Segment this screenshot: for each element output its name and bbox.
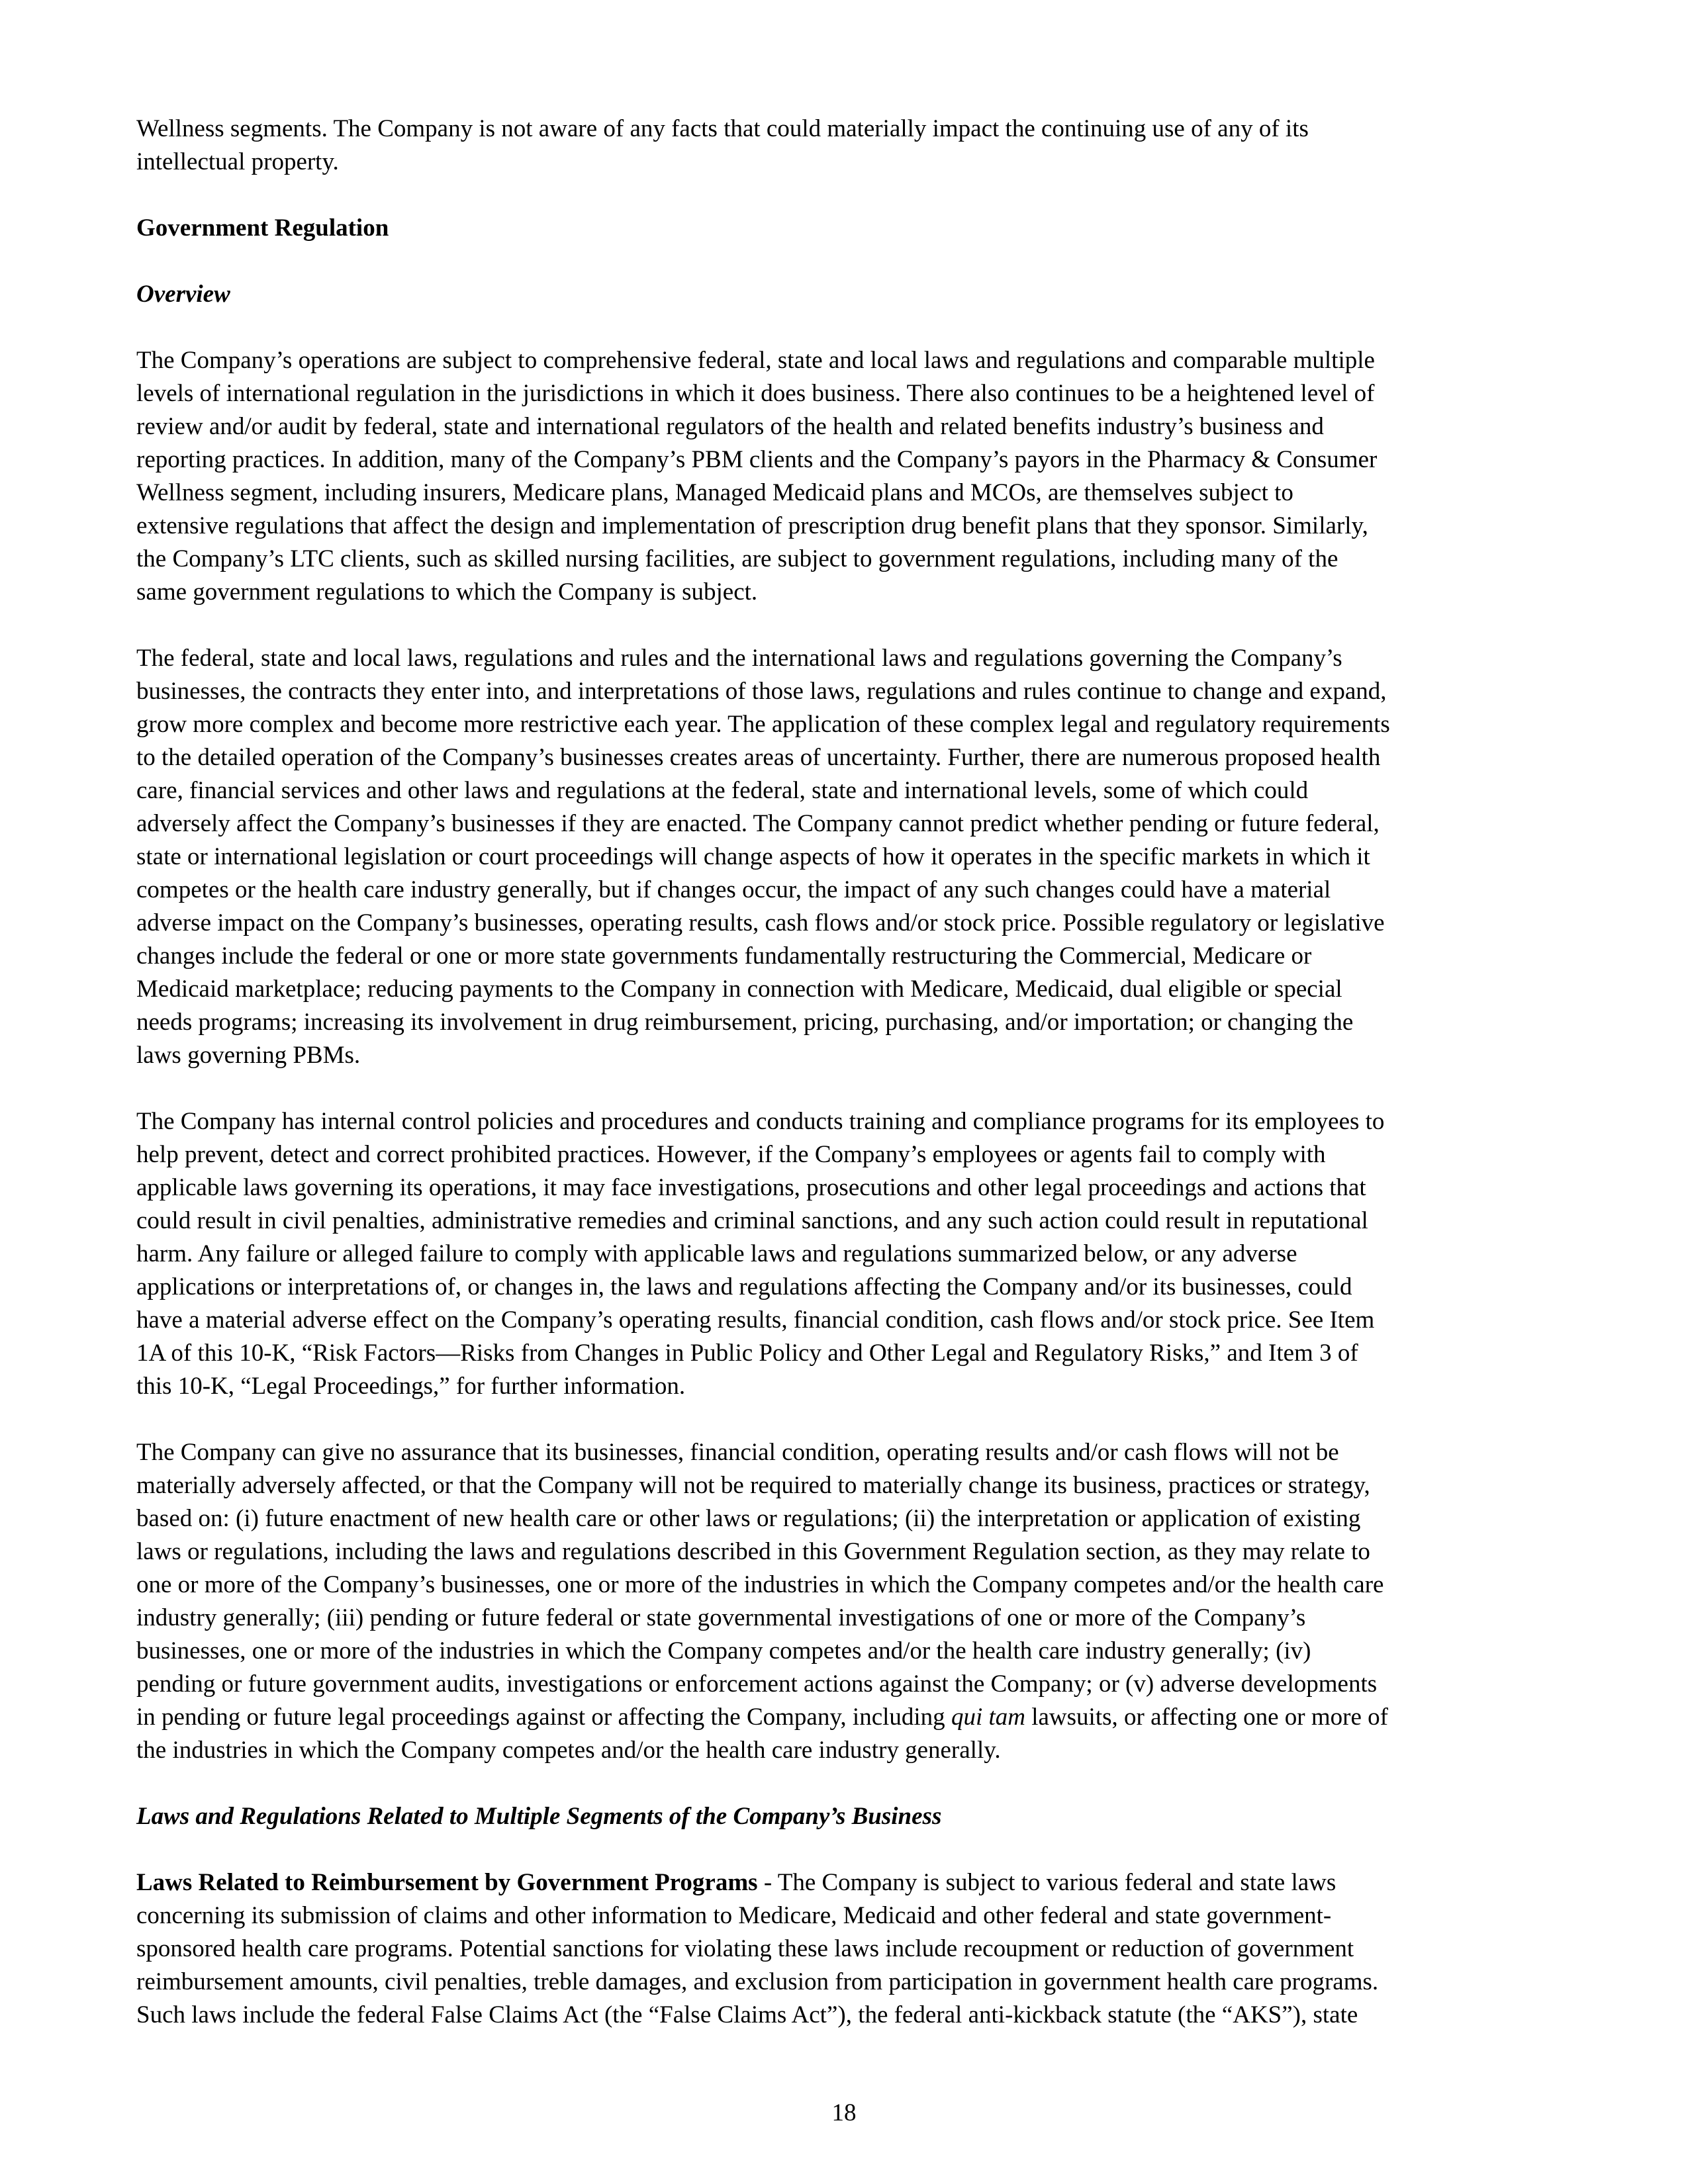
text-line: businesses, the contracts they enter into, and interpretations of those laws, regulations and rules continue to change and expand, (136, 678, 1387, 705)
text-line: needs programs; increasing its involvement in drug reimbursement, pricing, purchasing, and/or importation; or changing the (136, 1009, 1354, 1036)
text-line: laws or regulations, including the laws and regulations described in this Government Regulation section, as they may relate to (136, 1538, 1370, 1565)
text-line: Medicaid marketplace; reducing payments to the Company in connection with Medicare, Medicaid, dual eligible or special (136, 976, 1342, 1003)
text-line: businesses, one or more of the industries in which the Company competes and/or the health care industry generally; (iv) (136, 1637, 1311, 1664)
document-page (136, 113, 1553, 2065)
text-line: state or international legislation or court proceedings will change aspects of how it operates in the specific markets in which it (136, 843, 1370, 870)
text-line: applications or interpretations of, or changes in, the laws and regulations affecting the Company and/or its businesses, could (136, 1273, 1352, 1300)
paragraph-no-assurance (136, 1436, 1553, 1767)
text-line: based on: (i) future enactment of new health care or other laws or regulations; (ii) the interpretation or application of existing (136, 1505, 1361, 1532)
text-line: laws governing PBMs. (136, 1042, 361, 1069)
text-line: levels of international regulation in the jurisdictions in which it does business. There also continues to be a heightened level of (136, 380, 1375, 407)
text-line: grow more complex and become more restrictive each year. The application of these complex legal and regulatory requirements (136, 711, 1390, 738)
section-heading-government-regulation: Government Regulation (136, 214, 389, 242)
paragraph-internal-control-policies (136, 1105, 1553, 1403)
text-run: lawsuits, or affecting one or more of (1025, 1704, 1388, 1731)
text-line: intellectual property. (136, 148, 339, 175)
italic-term-qui-tam: qui tam (951, 1704, 1025, 1731)
text-line: extensive regulations that affect the design and implementation of prescription drug benefit plans that they sponsor. Similarly, (136, 512, 1368, 539)
subheading-overview: Overview (136, 281, 230, 308)
subheading-multiple-segments: Laws and Regulations Related to Multiple Segments of the Company’s Business (136, 1803, 942, 1830)
text-line: sponsored health care programs. Potential sanctions for violating these laws include recoupment or reduction of government (136, 1935, 1354, 1962)
text-line: the industries in which the Company competes and/or the health care industry generally. (136, 1737, 1001, 1764)
text-line: changes include the federal or one or more state governments fundamentally restructuring the Commercial, Medicare or (136, 942, 1312, 970)
text-line: concerning its submission of claims and other information to Medicare, Medicaid and other federal and state government- (136, 1902, 1332, 1929)
text-line: could result in civil penalties, administrative remedies and criminal sanctions, and any such action could result in reputational (136, 1207, 1368, 1234)
text-line: have a material adverse effect on the Company’s operating results, financial condition, cash flows and/or stock price. See Item (136, 1306, 1375, 1334)
text-line: the Company’s LTC clients, such as skilled nursing facilities, are subject to government regulations, including many of the (136, 545, 1338, 572)
text-line: to the detailed operation of the Company’s businesses creates areas of uncertainty. Further, there are numerous proposed health (136, 744, 1381, 771)
text-line: Wellness segment, including insurers, Medicare plans, Managed Medicaid plans and MCOs, are themselves subject to (136, 479, 1293, 506)
text-line: Wellness segments. The Company is not aware of any facts that could materially impact the continuing use of any of its (136, 115, 1309, 142)
text-line: materially adversely affected, or that the Company will not be required to materially change its business, practices or strategy, (136, 1472, 1370, 1499)
text-line: care, financial services and other laws and regulations at the federal, state and international levels, some of which could (136, 777, 1309, 804)
text-line: Such laws include the federal False Claims Act (the “False Claims Act”), the federal anti-kickback statute (the “AKS”), state (136, 2001, 1358, 2028)
text-line: The Company’s operations are subject to comprehensive federal, state and local laws and regulations and comparable multiple (136, 347, 1375, 374)
text-line: 1A of this 10-K, “Risk Factors—Risks from Changes in Public Policy and Other Legal and Regulatory Risks,” and Item 3 of (136, 1340, 1358, 1367)
page-number: 18 (831, 2099, 857, 2126)
text-line: help prevent, detect and correct prohibited practices. However, if the Company’s employees or agents fail to comply with (136, 1141, 1326, 1168)
text-line: this 10-K, “Legal Proceedings,” for further information. (136, 1373, 686, 1400)
text-line: same government regulations to which the Company is subject. (136, 578, 758, 606)
text-line: The Company has internal control policies and procedures and conducts training and compliance programs for its employees to (136, 1108, 1385, 1135)
run-in-heading-reimbursement: Laws Related to Reimbursement by Government Programs (136, 1869, 758, 1896)
text-run: - The Company is subject to various federal and state laws (757, 1869, 1336, 1896)
paragraph-laws-change-and-expand (136, 642, 1553, 1072)
text-line: industry generally; (iii) pending or future federal or state governmental investigations of one or more of the Company’s (136, 1604, 1306, 1631)
text-line: The federal, state and local laws, regulations and rules and the international laws and regulations governing the Company’s (136, 645, 1342, 672)
text-line: competes or the health care industry generally, but if changes occur, the impact of any such changes could have a material (136, 876, 1331, 903)
text-line: pending or future government audits, investigations or enforcement actions against the Company; or (v) adverse developments (136, 1670, 1378, 1698)
text-line: review and/or audit by federal, state and international regulators of the health and related benefits industry’s business and (136, 413, 1324, 440)
text-line-with-italic (136, 1701, 1553, 1734)
paragraph-reimbursement-laws (136, 1866, 1553, 2032)
text-line: adversely affect the Company’s businesses if they are enacted. The Company cannot predict whether pending or future federal, (136, 810, 1380, 837)
text-line: adverse impact on the Company’s businesses, operating results, cash flows and/or stock price. Possible regulatory or legislative (136, 909, 1385, 936)
paragraph-operations-subject-to-laws (136, 344, 1553, 609)
paragraph-intellectual-property (136, 113, 1553, 179)
text-line-with-bold-lead (136, 1866, 1553, 1899)
text-line: applicable laws governing its operations, it may face investigations, prosecutions and other legal proceedings and actions that (136, 1174, 1366, 1201)
text-line: one or more of the Company’s businesses, one or more of the industries in which the Company competes and/or the health care (136, 1571, 1384, 1598)
text-line: The Company can give no assurance that its businesses, financial condition, operating results and/or cash flows will not be (136, 1439, 1339, 1466)
text-line: harm. Any failure or alleged failure to comply with applicable laws and regulations summarized below, or any adverse (136, 1240, 1297, 1267)
text-line: reimbursement amounts, civil penalties, treble damages, and exclusion from participation in government health care programs. (136, 1968, 1379, 1995)
text-run: in pending or future legal proceedings against or affecting the Company, including (136, 1704, 951, 1731)
text-line: reporting practices. In addition, many of the Company’s PBM clients and the Company’s payors in the Pharmacy & Consumer (136, 446, 1378, 473)
